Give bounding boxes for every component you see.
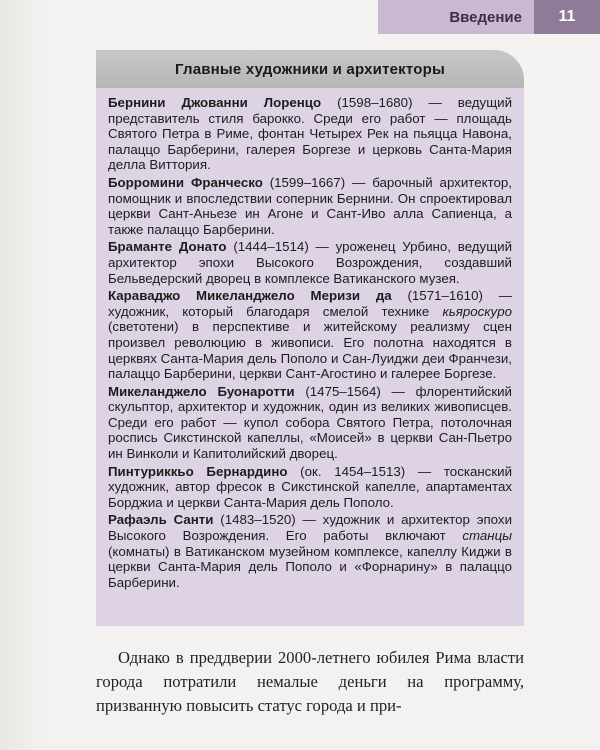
artist-description: (1444–1514) — уроженец Урбино, ведущий архитектор эпохи Высокого Возрождения, создавший Бельведерский дворец в комплексе Ватиканского музея.: [108, 239, 512, 286]
artist-name: Пинтуриккьо Бернардино: [108, 463, 288, 479]
artist-description: (1483–1520) — художник и архитектор эпохи Высокого Возрождения. Его работы включают: [108, 512, 513, 544]
artist-description: (1599–1667) — барочный архитектор, помощник и впоследствии соперник Бернини. Он спроектировал церкви Сант-Аньезе ин Агоне и Сант-Иво алла Сапиенца, а также палаццо Барберини.: [108, 174, 512, 237]
artist-name: Рафаэль Санти: [108, 512, 214, 528]
artist-entries: [96, 88, 524, 590]
italic-term: станцы: [462, 528, 512, 544]
artist-entry: [108, 239, 512, 286]
artists-sidebar-box: [96, 50, 524, 626]
artist-name: Борромини Франческо: [108, 174, 263, 190]
italic-term: кьяроскуро: [442, 303, 512, 319]
body-text: [96, 646, 524, 718]
artist-entry: [108, 288, 512, 382]
artist-description-cont: (светотени) в перспективе и житейскому реализму сцен произвел революцию в живописи. Его полотна находятся в церквях Санта-Мария дель Пополо и Сан-Луиджи деи Франчези, палаццо Барберини, церкви Сант-Агостино и галерее Боргезе.: [108, 319, 512, 382]
artist-name: Караваджо Микеланджело Меризи да: [108, 288, 392, 304]
section-title: Введение: [378, 0, 534, 34]
artist-entry: [108, 464, 512, 511]
body-paragraph: Однако в преддверии 2000-летнего юбилея Рима власти города потратили немалые деньги на программу, призванную повысить статус города и при-: [96, 648, 524, 715]
artist-entry: [108, 512, 512, 590]
artist-name: Микеланджело Буонаротти: [108, 383, 295, 399]
page-number: 11: [534, 0, 600, 34]
sidebar-title-bar: [96, 50, 524, 88]
running-header: [378, 0, 600, 34]
artist-entry: [108, 175, 512, 237]
artist-name: Бернини Джованни Лоренцо: [108, 95, 322, 110]
artist-description: (1475–1564) — флорентийский скульптор, архитектор и художник, один из великих живописцев. Среди его работ — купол собора Святого Петра, потолочная роспись Сикстинской капеллы, «Моисей» в церкви Сан-Пьетро ин Винколи и Капитолийский дворец.: [108, 383, 512, 462]
artist-name: Браманте Донато: [108, 239, 227, 255]
artist-description: (ок. 1454–1513) — тосканский художник, автор фресок в Сикстинской капелле, апартаментах Борджиа и церкви Санта-Мария дель Пополо.: [108, 463, 513, 510]
artist-description: (1571–1610) — художник, который благодаря смелой технике: [108, 288, 512, 319]
artist-entry: [108, 95, 512, 173]
artist-description-cont: (комнаты) в Ватиканском музейном комплексе, капеллу Киджи в церкви Санта-Мария дель Пополо и «Форнарину» в палаццо Барберини.: [108, 543, 512, 590]
sidebar-title: Главные художники и архитекторы: [175, 60, 445, 78]
artist-entry: [108, 384, 512, 462]
artist-description: (1598–1680) — ведущий представитель стиля барокко. Среди его работ — площадь Святого Петра в Риме, фонтан Четырех Рек на пьяцца Навона, палаццо Барберини, галерея Боргезе и церковь Санта-Мария делла Виттория.: [108, 95, 512, 173]
